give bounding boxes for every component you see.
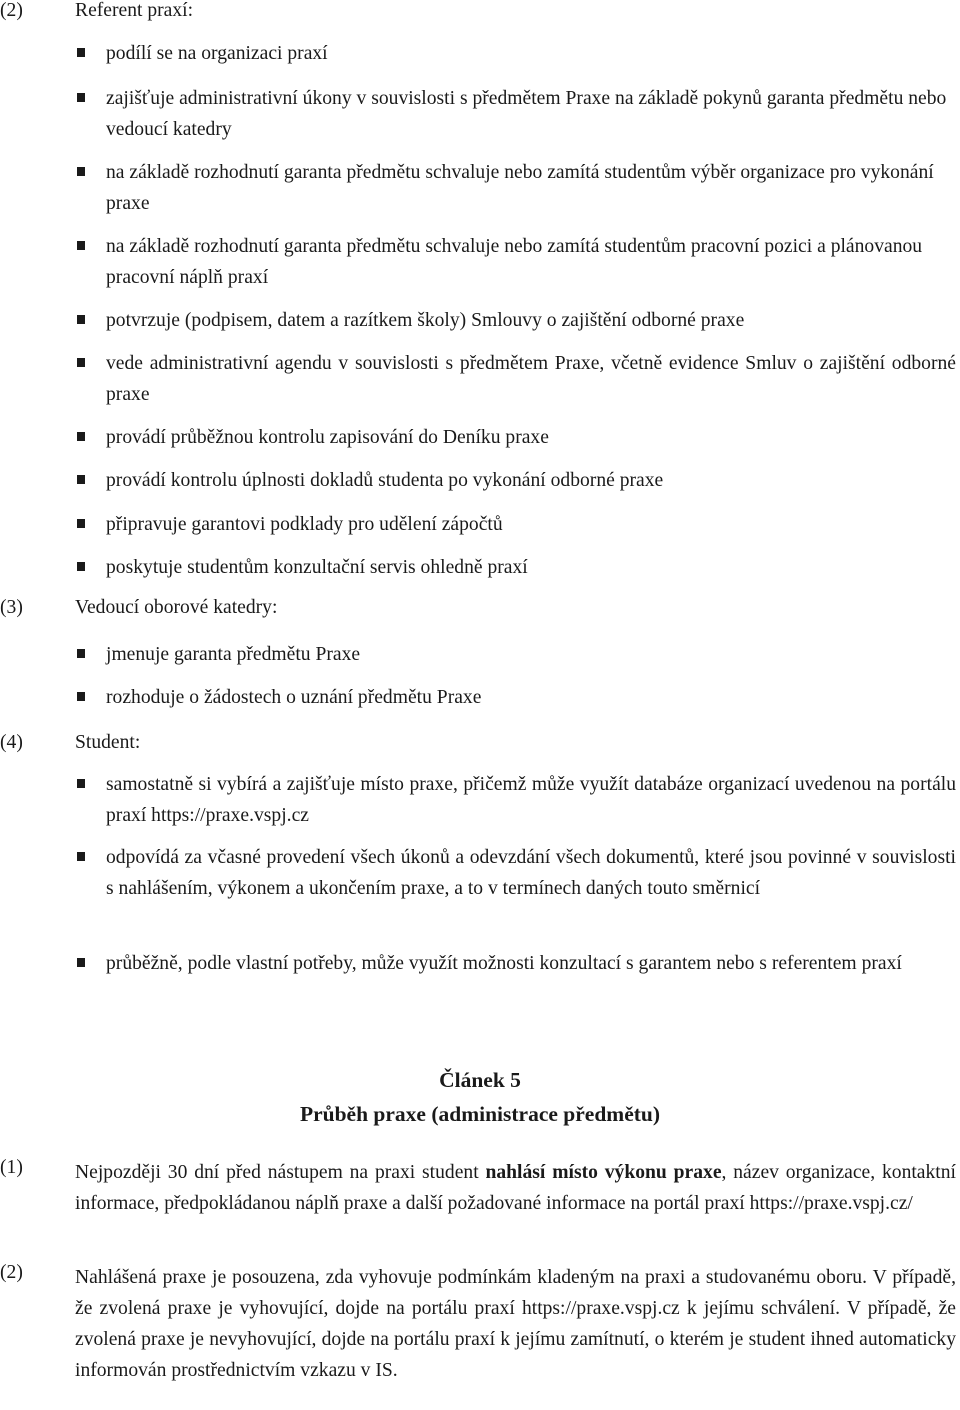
section-heading: Vedoucí oborové katedry:	[75, 597, 278, 618]
article-number: Článek 5	[439, 1068, 521, 1092]
list-item: samostatně si vybírá a zajišťuje místo praxe, přičemž může využít databáze organizací uvedenou na portálu praxí https://praxe.vspj.cz	[106, 769, 956, 831]
list-item: rozhoduje o žádostech o uznání předmětu Praxe	[106, 682, 956, 713]
paragraph: Nahlášená praxe je posouzena, zda vyhovuje podmínkám kladeným na praxi a studovanému oboru. V případě, že zvolená praxe je vyhovující, dojde na portálu praxí https://praxe.vspj.cz k jejímu schválení. V případě, že zvolená praxe je nevyhovující, dojde na portálu praxí k jejímu zamítnutí, o kterém je student ihned automaticky informován prostřednictvím vzkazu v IS.	[75, 1267, 956, 1381]
list-item: provádí průběžnou kontrolu zapisování do Deníku praxe	[106, 422, 956, 453]
paragraph-text: , název organizace, kontaktní informace, předpokládanou náplň praxe a další požadované informace na portál praxí https://praxe.vspj.cz/	[75, 1162, 956, 1214]
paragraph-number: (1)	[0, 1157, 23, 1178]
list-item: jmenuje garanta předmětu Praxe	[106, 639, 956, 670]
list-item: průběžně, podle vlastní potřeby, může využít možnosti konzultací s garantem nebo s referentem praxí	[106, 948, 956, 979]
list-item: odpovídá za včasné provedení všech úkonů a odevzdání všech dokumentů, které jsou povinné v souvislosti s nahlášením, výkonem a ukončením praxe, a to v termínech daných touto směrnicí	[106, 842, 956, 904]
paragraph	[75, 1157, 956, 1219]
paragraph-emphasis: nahlásí místo výkonu praxe	[485, 1162, 722, 1183]
section-number: (2)	[0, 0, 23, 21]
list-item: potvrzuje (podpisem, datem a razítkem školy) Smlouvy o zajištění odborné praxe	[106, 305, 956, 336]
section-heading: Referent praxí:	[75, 0, 194, 21]
paragraph-text: Nejpozději 30 dní před nástupem na praxi student	[75, 1162, 486, 1183]
list-item: poskytuje studentům konzultační servis ohledně praxí	[106, 552, 956, 583]
list-item: provádí kontrolu úplnosti dokladů studenta po vykonání odborné praxe	[106, 465, 956, 496]
paragraph-number: (2)	[0, 1262, 23, 1283]
section-number: (3)	[0, 597, 23, 618]
list-item: vede administrativní agendu v souvislosti s předmětem Praxe, včetně evidence Smluv o zajištění odborné praxe	[106, 348, 956, 410]
list-item: na základě rozhodnutí garanta předmětu schvaluje nebo zamítá studentům pracovní pozici a plánovanou pracovní náplň praxí	[106, 231, 956, 293]
section-number: (4)	[0, 732, 23, 753]
article-title: Průběh praxe (administrace předmětu)	[299, 1102, 661, 1126]
section-heading: Student:	[75, 732, 141, 753]
list-item: podílí se na organizaci praxí	[106, 38, 956, 69]
list-item: na základě rozhodnutí garanta předmětu schvaluje nebo zamítá studentům výběr organizace pro vykonání praxe	[106, 157, 956, 219]
list-item: zajišťuje administrativní úkony v souvislosti s předmětem Praxe na základě pokynů garanta předmětu nebo vedoucí katedry	[106, 83, 956, 145]
list-item: připravuje garantovi podklady pro udělení zápočtů	[106, 509, 956, 540]
